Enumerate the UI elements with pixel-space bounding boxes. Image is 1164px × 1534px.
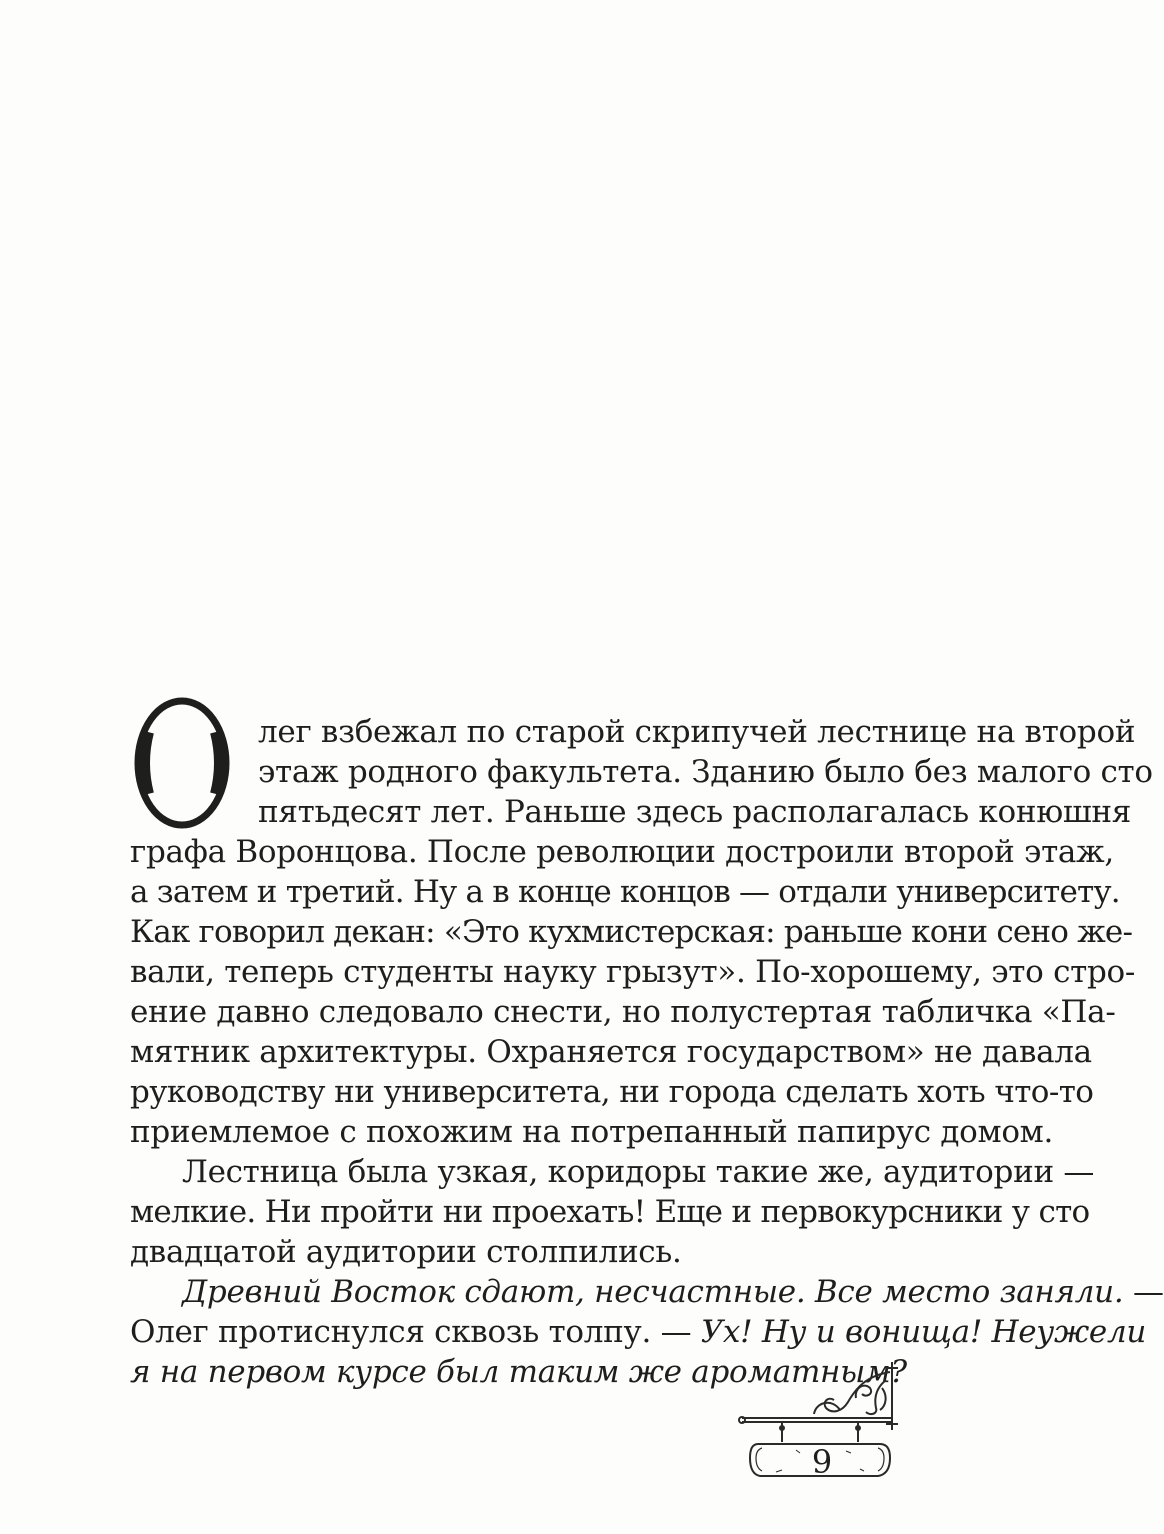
text-line: графа Воронцова. После революции достроили второй этаж, xyxy=(130,834,1114,870)
text-line: пятьдесят лет. Раньше здесь располагалась конюшня xyxy=(258,794,1132,830)
italic-run: Ух! Ну и вонища! Неужели xyxy=(700,1314,1147,1350)
roman-run: — xyxy=(1123,1274,1164,1310)
text-line: лег взбежал по старой скрипучей лестнице на второй xyxy=(258,714,1136,750)
italic-run: я на первом курсе был таким же ароматным? xyxy=(130,1354,907,1390)
text-line: вали, теперь студенты науку грызут». По-хорошему, это стро- xyxy=(130,954,1136,990)
text-line: а затем и третий. Ну а в конце концов — отдали университету. xyxy=(130,874,1120,910)
text-line: мелкие. Ни пройти ни проехать! Еще и первокурсники у сто xyxy=(130,1194,1090,1230)
text-line: Как говорил декан: «Это кухмистерская: раньше кони сено же- xyxy=(130,914,1133,950)
text-line: двадцатой аудитории столпились. xyxy=(130,1234,682,1270)
text-line: приемлемое с похожим на потрепанный папирус домом. xyxy=(130,1114,1054,1150)
text-line: этаж родного факультета. Зданию было без малого сто xyxy=(258,754,1153,790)
text-line: ение давно следовало снести, но полустертая табличка «Па- xyxy=(130,994,1116,1030)
text-line: руководству ни университета, ни города сделать хоть что-то xyxy=(130,1074,1094,1110)
roman-run: Олег протиснулся сквозь толпу. — xyxy=(130,1314,701,1350)
page-number: 9 xyxy=(811,1443,833,1481)
italic-run: Древний Восток сдают, несчастные. Все место заняли. xyxy=(182,1274,1124,1310)
drop-cap xyxy=(126,692,238,834)
text-line xyxy=(130,1314,1146,1350)
text-line xyxy=(182,1274,1164,1310)
text-line: мятник архитектуры. Охраняется государством» не давала xyxy=(130,1034,1092,1070)
text-line: Лестница была узкая, коридоры такие же, аудитории — xyxy=(182,1154,1095,1190)
